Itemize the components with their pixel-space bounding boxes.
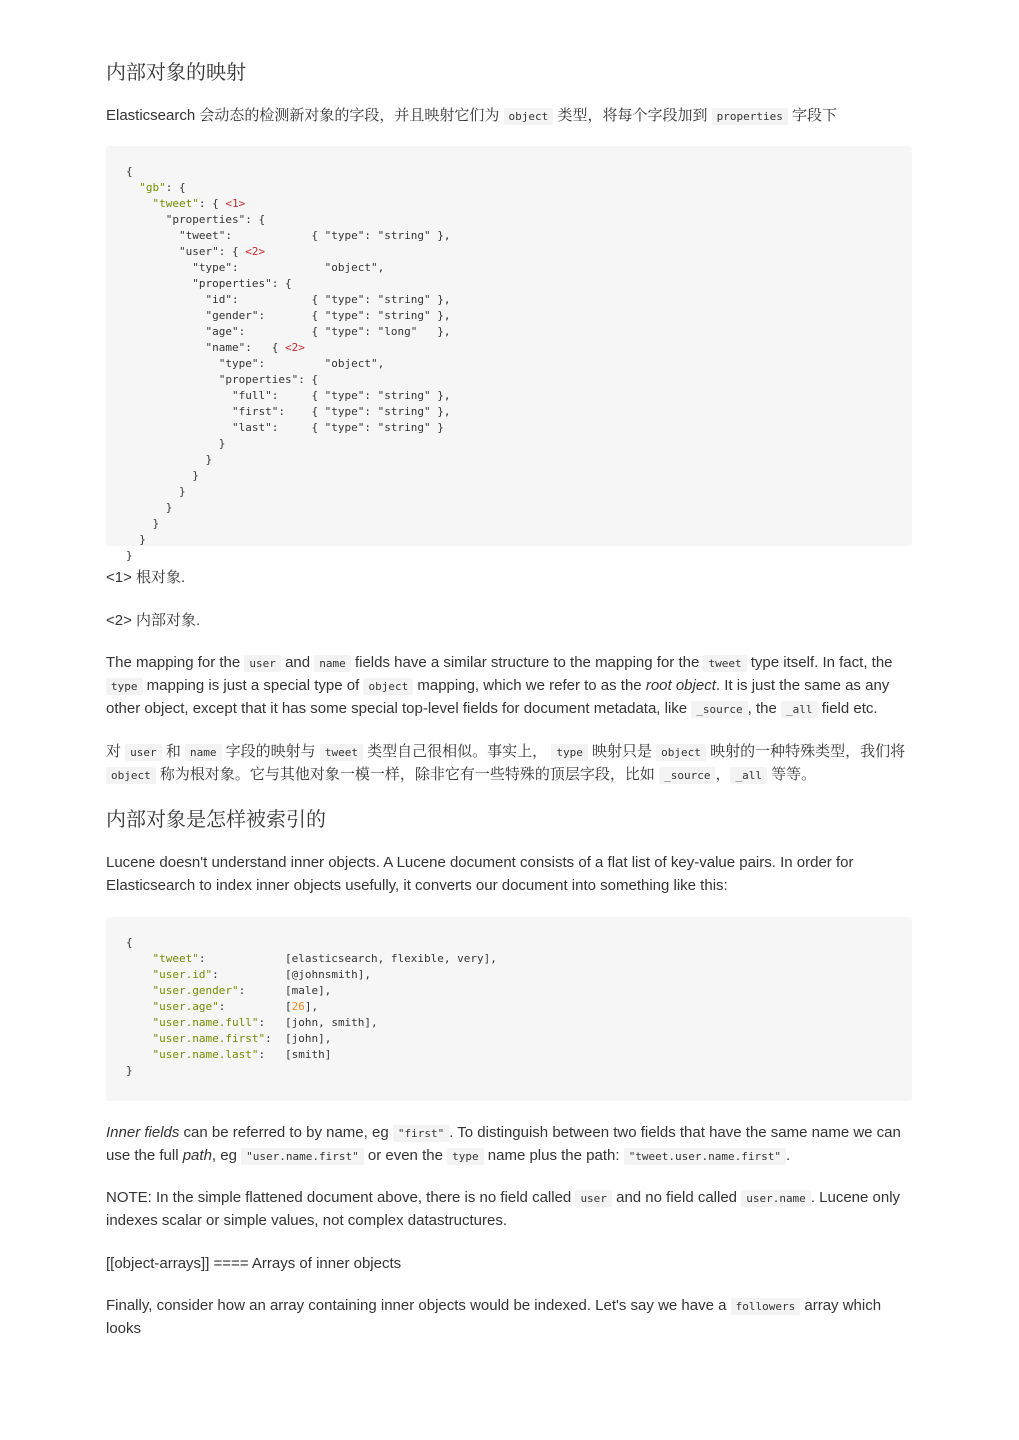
code-line: "tweet": { <1> (152, 197, 246, 211)
inline-code: "tweet.user.name.first" (624, 1148, 786, 1165)
inline-code: name (185, 744, 222, 761)
inline-code: type (106, 678, 143, 695)
code-line: "type": "object", (192, 261, 385, 275)
code-line: "id": { "type": "string" }, (205, 293, 451, 307)
code-line: "user": { <2> (178, 245, 266, 259)
inline-code: followers (731, 1298, 801, 1315)
inline-code: "first" (393, 1125, 449, 1142)
inline-code: user (125, 744, 162, 761)
inline-code: object (363, 678, 413, 695)
note-paragraph: NOTE: In the simple flattened document above, there is no field called user and no field called user.name . Lucene only indexes scalar or simple values, not complex datastructures. (106, 1189, 901, 1230)
code-line: "user.age": [26], (152, 999, 319, 1013)
code-line: } (178, 485, 186, 499)
section-heading-inner-object-mapping: 内部对象的映射 (106, 62, 246, 84)
code-line: "tweet": [elasticsearch, flexible, very], (152, 951, 497, 965)
code-line: "properties": { (218, 373, 319, 387)
code-line: "tweet": { "type": "string" }, (178, 229, 451, 243)
inline-code: _all (730, 767, 767, 784)
code-line: } (152, 517, 160, 531)
inline-code: object (504, 108, 554, 125)
code-line: } (218, 437, 226, 451)
lucene-intro-paragraph: Lucene doesn't understand inner objects. A Lucene document consists of a flat list of key-value pairs. In order for Elasticsearch to index inner objects usefully, it converts our document into something like this: (106, 854, 854, 895)
code-line: } (126, 549, 133, 563)
inline-code: properties (712, 108, 788, 125)
section-heading-inner-object-indexing: 内部对象是怎样被索引的 (106, 809, 326, 831)
inline-code: type (447, 1148, 484, 1165)
mapping-code-block (106, 146, 912, 563)
code-line: "type": "object", (218, 357, 385, 371)
inline-code: object (656, 744, 706, 761)
mapping-explanation-zh: 对 user 和 name 字段的映射与 tweet 类型自己很相似。事实上， type 映射只是 object 映射的一种特殊类型，我们将 object 称为根对象。它与其他对象一模一样，除非它有一些特殊的顶层字段，比如 _source ， _all 等等。 (106, 742, 906, 783)
code-line: "gender": { "type": "string" }, (205, 309, 451, 323)
callout-1: <1> 根对象. (106, 569, 186, 587)
inline-code: "user.name.first" (241, 1148, 364, 1165)
final-paragraph: Finally, consider how an array containing inner objects would be indexed. Let's say we have a followers array which looks (106, 1296, 882, 1337)
inline-code: _source (659, 767, 715, 784)
inline-code: tweet (320, 744, 363, 761)
inline-code: _all (781, 701, 818, 718)
code-line: { (126, 165, 133, 179)
code-line: } (205, 453, 213, 467)
code-line: "age": { "type": "long" }, (205, 325, 451, 339)
inline-code: user (244, 655, 281, 672)
code-line: "gb": { (139, 181, 186, 195)
code-line: "user.gender": [male], (152, 983, 332, 997)
code-line: "full": { "type": "string" }, (231, 389, 451, 403)
inline-code: user (575, 1190, 612, 1207)
code-line: "user.name.full": [john, smith], (152, 1015, 378, 1029)
mapping-explanation-en: The mapping for the user and name fields have a similar structure to the mapping for the tweet type itself. In fact, the type mapping is just a special type of object mapping, which we refer to as the root object. It is just the same as any other object, except that it has some special top-level fields for document metadata, like _source , the _all field etc. (106, 653, 893, 718)
code-line: } (139, 533, 146, 547)
flattened-code-block: { "tweet": [elasticsearch, flexible, very], "user.id": [@johnsmith], "user.gender": [male], "user.age": [26], "user.name.full": [john, smith], "user.name.first": [john], "user.name.last": [smith] } (106, 917, 912, 1101)
inner-fields-paragraph: Inner fields can be referred to by name, eg "first" . To distinguish between two fields that have the same name we can use the full path, eg "user.name.first" or even the type name plus the path: "tweet.user.name.first" . (106, 1123, 901, 1164)
inline-code: user.name (741, 1190, 811, 1207)
code-line: "properties": { (192, 277, 292, 291)
callout-2: <2> 内部对象. (106, 611, 201, 629)
inline-code: object (106, 767, 156, 784)
code-line: "user.name.first": [john], (152, 1031, 332, 1045)
intro-paragraph: Elasticsearch 会动态的检测新对象的字段，并且映射它们为 object 类型，将每个字段加到 properties 字段下 (106, 107, 838, 124)
code-line: } (192, 469, 199, 483)
code-line: "properties": { (165, 213, 266, 227)
inline-code: type (551, 744, 588, 761)
inline-code: name (314, 655, 351, 672)
code-line: "user.id": [@johnsmith], (152, 967, 372, 981)
object-arrays-heading-text: [[object-arrays]] ==== Arrays of inner objects (106, 1254, 402, 1272)
inline-code: tweet (703, 655, 746, 672)
code-line: "name": { <2> (205, 341, 305, 355)
inline-code: _source (691, 701, 747, 718)
code-line: "last": { "type": "string" } (231, 421, 444, 435)
code-line: } (165, 501, 173, 515)
code-line: "user.name.last": [smith] (152, 1047, 332, 1061)
code-line: "first": { "type": "string" }, (231, 405, 451, 419)
